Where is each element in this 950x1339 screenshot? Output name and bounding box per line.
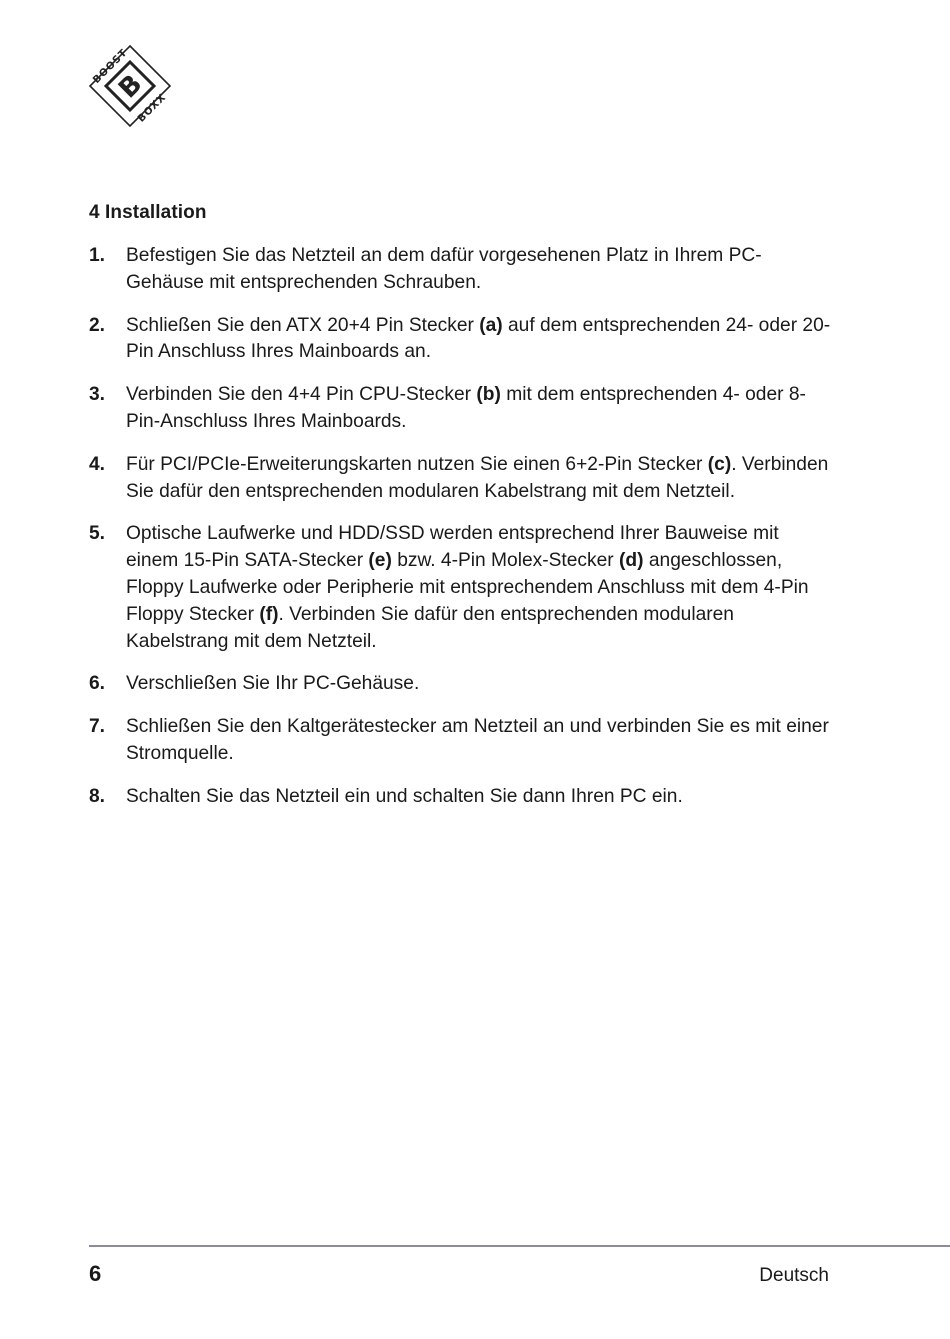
section-heading: 4 Installation [89, 202, 207, 223]
step-text [126, 671, 834, 698]
step-number: 4. [89, 453, 106, 475]
step-number: 7. [89, 716, 106, 738]
step-number: 1. [89, 245, 106, 266]
step-text-segment: Schalten Sie das Netzteil ein und schalten Sie dann Ihren PC ein. [126, 785, 683, 807]
page-number: 6 [89, 1261, 102, 1286]
step-number: 8. [89, 785, 106, 807]
step-text-segment: . Verbinden Sie dafür den entsprechenden modularen Kabelstrang mit dem Netzteil. [126, 603, 734, 652]
step-text-segment: . Verbinden Sie dafür den entsprechenden modularen Kabelstrang mit dem Netzteil. [126, 453, 829, 502]
list-item [89, 313, 834, 367]
step-text [126, 243, 834, 297]
list-item [89, 714, 834, 768]
step-number: 5. [89, 523, 106, 545]
list-item [89, 243, 834, 297]
svg-text:B: B [113, 69, 149, 105]
footer-divider [89, 1245, 950, 1247]
step-text-segment: auf dem entsprechenden 24- oder 20-Pin Anschluss Ihres Mainboards an. [126, 314, 831, 363]
connector-label: (c) [707, 453, 732, 475]
list-item [89, 671, 834, 698]
list-item [89, 784, 834, 811]
step-text [126, 784, 834, 811]
step-text [126, 313, 834, 367]
step-text-segment: Verschließen Sie Ihr PC-Gehäuse. [126, 673, 420, 695]
list-item [89, 382, 834, 436]
list-item [89, 452, 834, 506]
step-text-segment: Verbinden Sie den 4+4 Pin CPU-Stecker [126, 384, 477, 406]
step-number: 3. [89, 384, 106, 406]
connector-label: (f) [259, 603, 279, 625]
svg-text:BOOST: BOOST [91, 47, 130, 86]
connector-label: (a) [479, 314, 503, 336]
list-item [89, 521, 834, 655]
step-text-segment: bzw. 4-Pin Molex-Stecker [391, 550, 620, 572]
step-text-segment: Optische Laufwerke und HDD/SSD werden entsprechend Ihrer Bauweise mit einem 15-Pin SATA-Stecker [126, 523, 779, 572]
step-text [126, 714, 834, 768]
installation-steps [89, 243, 834, 827]
step-text [126, 452, 834, 506]
step-text-segment: Schließen Sie den ATX 20+4 Pin Stecker [126, 314, 480, 336]
step-text-segment: angeschlossen, Floppy Laufwerke oder Peripherie mit entsprechendem Anschluss mit dem 4-Pin Floppy Stecker [126, 550, 809, 625]
brand-logo [84, 40, 176, 132]
boostboxx-logo-icon [84, 40, 176, 132]
step-number: 6. [89, 673, 106, 695]
language-label: Deutsch [759, 1265, 829, 1286]
step-text [126, 382, 834, 436]
connector-label: (b) [476, 384, 501, 406]
connector-label: (d) [619, 550, 644, 572]
step-text-segment: mit dem entsprechenden 4- oder 8-Pin-Anschluss Ihres Mainboards. [126, 384, 806, 432]
step-text-segment: Schließen Sie den Kaltgerätestecker am Netzteil an und verbinden Sie es mit einer Stromquelle. [126, 716, 829, 764]
connector-label: (e) [368, 550, 392, 572]
step-text-segment: Für PCI/PCIe-Erweiterungskarten nutzen Sie einen 6+2-Pin Stecker [126, 453, 708, 475]
step-number: 2. [89, 314, 106, 336]
svg-text:BOXX: BOXX [135, 91, 169, 125]
step-text-segment: Befestigen Sie das Netzteil an dem dafür vorgesehenen Platz in Ihrem PC-Gehäuse mit entsprechenden Schrauben. [126, 245, 762, 293]
step-text [126, 521, 834, 655]
